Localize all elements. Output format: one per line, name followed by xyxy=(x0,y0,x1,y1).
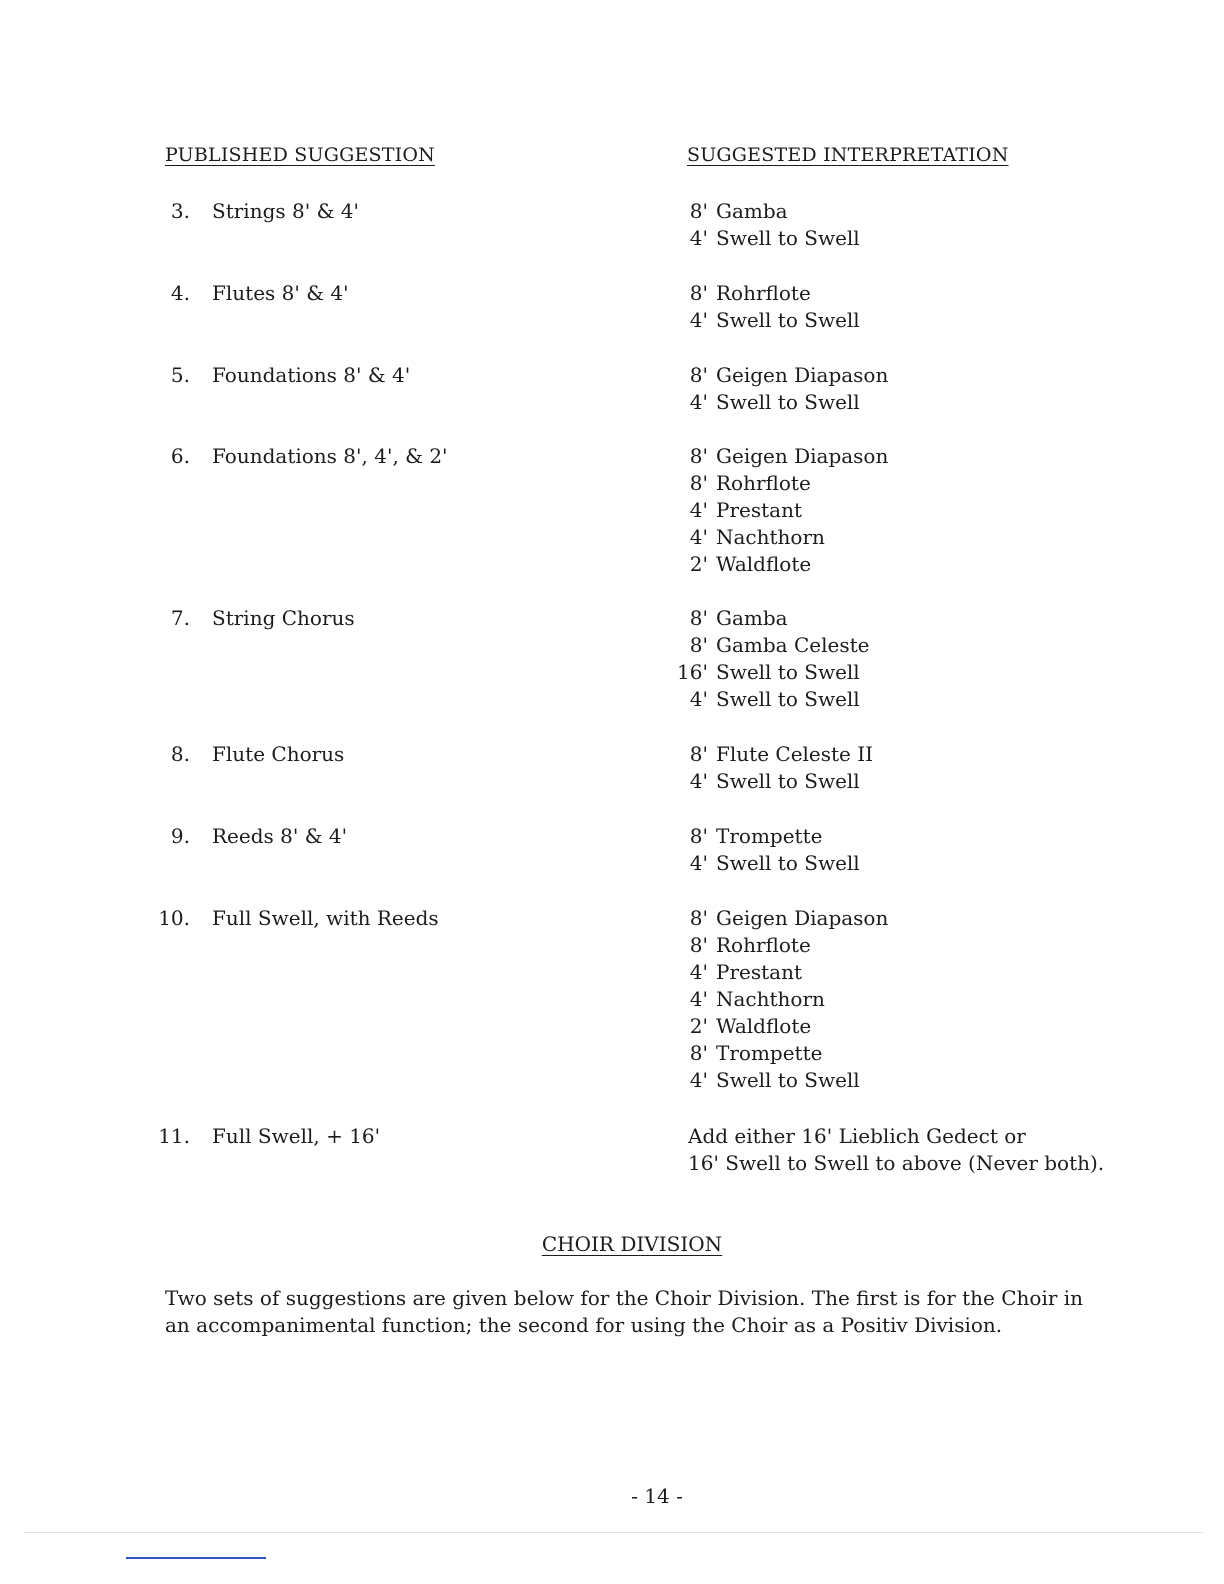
stop-name: Swell to Swell xyxy=(716,769,860,793)
interpretation-block xyxy=(660,280,1160,334)
interpretation-block xyxy=(660,198,1160,252)
stop-pitch: 4' xyxy=(689,687,708,711)
stop-name: Swell to Swell xyxy=(716,851,860,875)
stop-pitch: 8' xyxy=(689,633,708,657)
stop-line xyxy=(660,741,1160,768)
stop-pitch: 4' xyxy=(689,308,708,332)
interpretation-note: 16' Swell to Swell to above (Never both). xyxy=(688,1151,1105,1175)
stop-line xyxy=(660,443,1160,470)
stop-name: Swell to Swell xyxy=(716,687,860,711)
suggestion-text: Flutes 8' & 4' xyxy=(212,281,349,305)
stop-pitch: 16' xyxy=(677,660,708,684)
stop-pitch: 8' xyxy=(689,606,708,630)
stop-pitch: 4' xyxy=(689,769,708,793)
interpretation-block xyxy=(660,443,1160,578)
suggestion-item xyxy=(150,605,630,632)
suggestion-item xyxy=(150,280,630,307)
stop-name: Swell to Swell xyxy=(716,1068,860,1092)
interpretation-block xyxy=(660,1123,1160,1177)
stop-name: Gamba xyxy=(716,606,788,630)
suggestion-number: 9. xyxy=(170,824,190,848)
suggestion-number: 8. xyxy=(170,742,190,766)
stop-name: Trompette xyxy=(716,1041,823,1065)
stop-name: Geigen Diapason xyxy=(716,906,889,930)
stop-name: Rohrflote xyxy=(716,933,811,957)
stop-pitch: 8' xyxy=(689,742,708,766)
stop-name: Rohrflote xyxy=(716,281,811,305)
stop-pitch: 2' xyxy=(689,1014,708,1038)
suggestion-text: Foundations 8' & 4' xyxy=(212,363,411,387)
stop-name: Swell to Swell xyxy=(716,660,860,684)
stop-name: Prestant xyxy=(716,960,802,984)
stop-line xyxy=(660,850,1160,877)
interpretation-block xyxy=(660,823,1160,877)
stop-pitch: 8' xyxy=(689,363,708,387)
interpretation-block xyxy=(660,605,1160,713)
suggestion-text: Flute Chorus xyxy=(212,742,345,766)
stop-name: Flute Celeste II xyxy=(716,742,874,766)
suggestion-number: 6. xyxy=(170,444,190,468)
suggestion-text: Foundations 8', 4', & 2' xyxy=(212,444,448,468)
suggestion-number: 5. xyxy=(170,363,190,387)
stop-line xyxy=(660,198,1160,225)
stop-pitch: 8' xyxy=(689,906,708,930)
stop-line xyxy=(660,524,1160,551)
stop-line xyxy=(660,551,1160,578)
stop-name: Swell to Swell xyxy=(716,390,860,414)
stop-line xyxy=(660,1040,1160,1067)
stop-pitch: 4' xyxy=(689,851,708,875)
suggestion-number: 10. xyxy=(158,906,190,930)
suggestion-item xyxy=(150,823,630,850)
stop-pitch: 4' xyxy=(689,226,708,250)
stop-name: Nachthorn xyxy=(716,525,825,549)
stop-line xyxy=(660,497,1160,524)
suggestion-number: 11. xyxy=(158,1124,190,1148)
stop-line xyxy=(660,659,1160,686)
stop-line xyxy=(660,280,1160,307)
stop-pitch: 8' xyxy=(689,199,708,223)
interpretation-block xyxy=(660,905,1160,1094)
stop-line xyxy=(660,823,1160,850)
stop-name: Prestant xyxy=(716,498,802,522)
suggestion-item xyxy=(150,362,630,389)
stop-line xyxy=(660,1013,1160,1040)
stop-pitch: 4' xyxy=(689,390,708,414)
stop-name: Geigen Diapason xyxy=(716,363,889,387)
stop-name: Swell to Swell xyxy=(716,308,860,332)
interpretation-note: Add either 16' Lieblich Gedect or xyxy=(688,1124,1026,1148)
header-suggested-interpretation: SUGGESTED INTERPRETATION xyxy=(687,144,1009,166)
stop-line xyxy=(660,932,1160,959)
stop-line xyxy=(660,605,1160,632)
suggestion-number: 4. xyxy=(170,281,190,305)
stop-line xyxy=(660,389,1160,416)
stop-name: Gamba Celeste xyxy=(716,633,870,657)
stop-pitch: 8' xyxy=(689,444,708,468)
stop-name: Nachthorn xyxy=(716,987,825,1011)
stop-line xyxy=(660,225,1160,252)
suggestion-text: Reeds 8' & 4' xyxy=(212,824,348,848)
suggestion-text: Full Swell, + 16' xyxy=(212,1124,381,1148)
suggestion-text: Full Swell, with Reeds xyxy=(212,906,439,930)
stop-pitch: 8' xyxy=(689,824,708,848)
stop-pitch: 8' xyxy=(689,933,708,957)
footer-mark xyxy=(126,1557,266,1559)
footer-rule xyxy=(24,1532,1204,1533)
interpretation-block xyxy=(660,741,1160,795)
section-title: CHOIR DIVISION xyxy=(541,1232,723,1256)
page-number: - 14 - xyxy=(631,1484,683,1508)
stop-line xyxy=(660,768,1160,795)
suggestion-number: 7. xyxy=(170,606,190,630)
stop-name: Rohrflote xyxy=(716,471,811,495)
header-published-suggestion: PUBLISHED SUGGESTION xyxy=(165,144,435,166)
suggestion-item xyxy=(150,1123,630,1150)
stop-pitch: 8' xyxy=(689,471,708,495)
suggestion-item xyxy=(150,905,630,932)
stop-line xyxy=(660,986,1160,1013)
stop-pitch: 4' xyxy=(689,960,708,984)
suggestion-text: String Chorus xyxy=(212,606,355,630)
suggestion-text: Strings 8' & 4' xyxy=(212,199,359,223)
stop-pitch: 4' xyxy=(689,525,708,549)
suggestion-item xyxy=(150,741,630,768)
stop-name: Swell to Swell xyxy=(716,226,860,250)
stop-line xyxy=(660,1067,1160,1094)
stop-line xyxy=(660,470,1160,497)
stop-line xyxy=(660,307,1160,334)
suggestion-item xyxy=(150,443,630,470)
stop-name: Gamba xyxy=(716,199,788,223)
stop-pitch: 2' xyxy=(689,552,708,576)
stop-line xyxy=(660,959,1160,986)
stop-pitch: 4' xyxy=(689,987,708,1011)
stop-pitch: 8' xyxy=(689,1041,708,1065)
stop-pitch: 8' xyxy=(689,281,708,305)
stop-line xyxy=(660,686,1160,713)
suggestion-number: 3. xyxy=(170,199,190,223)
stop-pitch: 4' xyxy=(689,1068,708,1092)
stop-name: Geigen Diapason xyxy=(716,444,889,468)
stop-pitch: 4' xyxy=(689,498,708,522)
intro-paragraph: Two sets of suggestions are given below for the Choir Division. The first is for the Choir in an accompanimental function; the second for using the Choir as a Positiv Division. xyxy=(165,1286,1084,1337)
stop-name: Trompette xyxy=(716,824,823,848)
interpretation-block xyxy=(660,362,1160,416)
stop-line xyxy=(660,905,1160,932)
stop-line xyxy=(660,632,1160,659)
stop-name: Waldflote xyxy=(716,1014,812,1038)
suggestion-item xyxy=(150,198,630,225)
stop-name: Waldflote xyxy=(716,552,812,576)
stop-line xyxy=(660,362,1160,389)
